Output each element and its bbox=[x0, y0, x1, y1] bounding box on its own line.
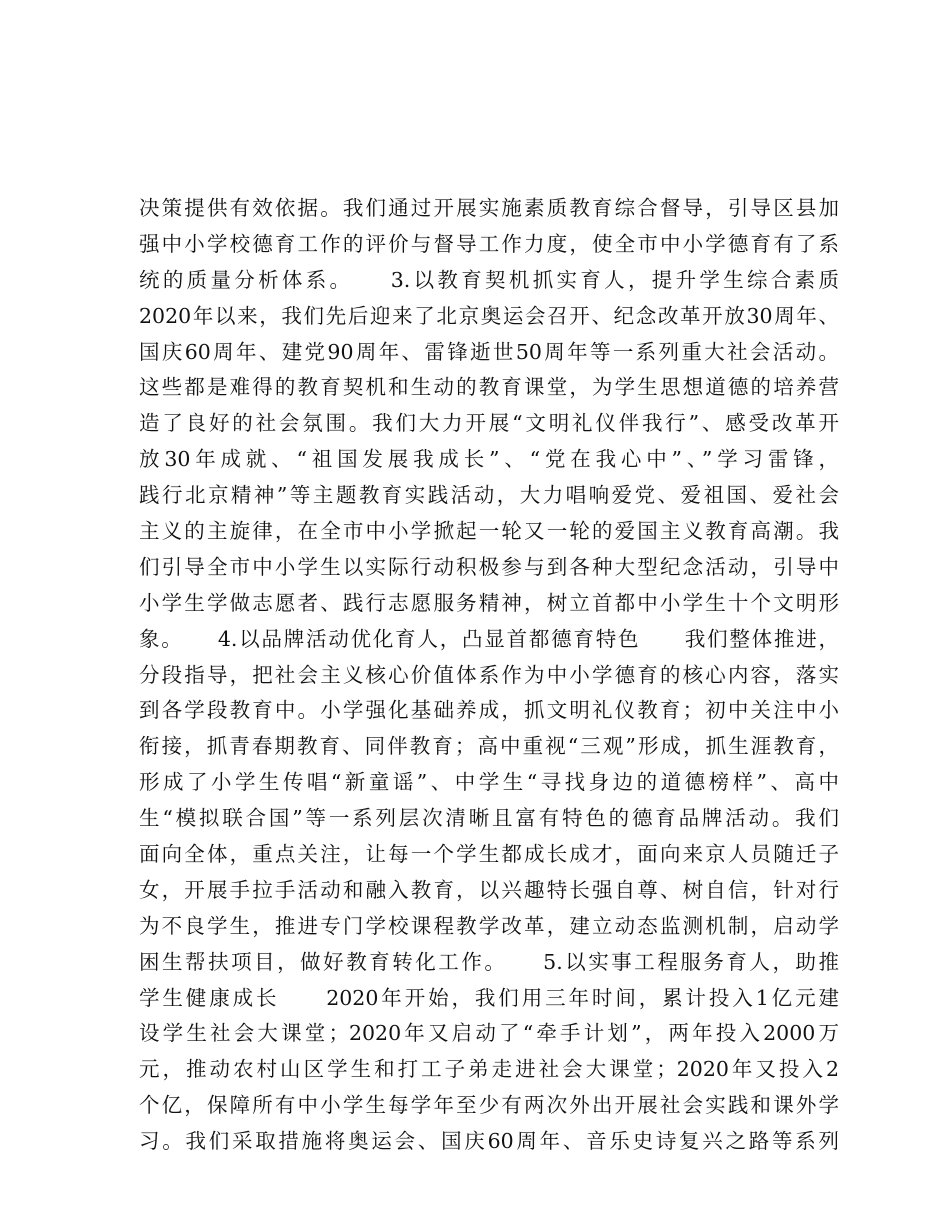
text-line bbox=[139, 765, 839, 801]
text-line bbox=[139, 729, 839, 765]
text-line-content: 分段指导，把社会主义核心价值体系作为中小学德育的核心内容，落实 bbox=[139, 662, 839, 687]
text-line bbox=[139, 873, 839, 909]
text-line bbox=[139, 981, 839, 1017]
text-line-content: 形成了小学生传唱“新童谣”、中学生“寻找身边的道德榜样”、高中 bbox=[139, 770, 839, 795]
text-line bbox=[139, 263, 839, 299]
text-line bbox=[139, 1088, 839, 1124]
text-line-content: 践行北京精神”等主题教育实践活动，大力唱响爱党、爱祖国、爱社会 bbox=[139, 483, 839, 508]
text-line bbox=[139, 837, 839, 873]
text-line-content: 设学生社会大课堂；2020年又启动了“牵手计划”，两年投入2000万 bbox=[139, 1021, 839, 1046]
text-line bbox=[139, 945, 839, 981]
text-line bbox=[139, 227, 839, 263]
text-line bbox=[139, 909, 839, 945]
text-line bbox=[139, 442, 839, 478]
text-line-content: 强中小学校德育工作的评价与督导工作力度，使全市中小学德育有了系 bbox=[139, 231, 839, 256]
text-line bbox=[139, 693, 839, 729]
text-line bbox=[139, 370, 839, 406]
text-line-content: 决策提供有效依据。我们通过开展实施素质教育综合督导，引导区县加 bbox=[139, 196, 839, 220]
text-line-content: 为不良学生，推进专门学校课程教学改革，建立动态监测机制，启动学 bbox=[139, 913, 839, 938]
text-line-content: 衔接，抓青春期教育、同伴教育；高中重视“三观”形成，抓生涯教育， bbox=[139, 734, 839, 759]
text-line-content: 2020年以来，我们先后迎来了北京奥运会召开、纪念改革开放30周年、 bbox=[139, 303, 839, 328]
text-line bbox=[139, 191, 839, 227]
text-line bbox=[139, 1052, 839, 1088]
text-line-content: 学生健康成长 2020年开始，我们用三年时间，累计投入1亿元建 bbox=[139, 985, 839, 1010]
text-line bbox=[139, 299, 839, 335]
text-line bbox=[139, 478, 839, 514]
text-line-content: 到各学段教育中。小学强化基础养成，抓文明礼仪教育；初中关注中小 bbox=[139, 698, 839, 723]
text-line-content: 个亿，保障所有中小学生每学年至少有两次外出开展社会实践和课外学 bbox=[139, 1093, 839, 1118]
text-line-content: 们引导全市中小学生以实际行动积极参与到各种大型纪念活动，引导中 bbox=[139, 554, 839, 579]
text-line-content: 统的质量分析体系。 3.以教育契机抓实育人，提升学生综合素质 bbox=[139, 267, 839, 292]
text-line bbox=[139, 658, 839, 694]
text-line bbox=[139, 335, 839, 371]
text-line bbox=[139, 1016, 839, 1052]
text-line-content: 面向全体，重点关注，让每一个学生都成长成才，面向来京人员随迁子 bbox=[139, 842, 839, 867]
text-line bbox=[139, 1124, 839, 1160]
text-line-content: 象。 4.以品牌活动优化育人，凸显首都德育特色 我们整体推进， bbox=[139, 626, 839, 651]
text-line-content: 生“模拟联合国”等一系列层次清晰且富有特色的德育品牌活动。我们 bbox=[139, 806, 839, 831]
text-line-content: 元，推动农村山区学生和打工子弟走进社会大课堂；2020年又投入2 bbox=[139, 1057, 839, 1082]
text-line-content: 放30年成就、“祖国发展我成长”、“党在我心中”、”学习雷锋， bbox=[139, 447, 839, 472]
text-line-content: 这些都是难得的教育契机和生动的教育课堂，为学生思想道德的培养营 bbox=[139, 375, 839, 400]
text-line bbox=[139, 514, 839, 550]
text-line bbox=[139, 586, 839, 622]
text-line-content: 困生帮扶项目，做好教育转化工作。 5.以实事工程服务育人，助推 bbox=[139, 949, 839, 974]
text-line-content: 造了良好的社会氛围。我们大力开展“文明礼仪伴我行”、感受改革开 bbox=[139, 411, 839, 436]
text-line bbox=[139, 550, 839, 586]
text-line-content: 国庆60周年、建党90周年、雷锋逝世50周年等一系列重大社会活动。 bbox=[139, 339, 839, 364]
body-paragraph bbox=[139, 191, 839, 1160]
text-line bbox=[139, 406, 839, 442]
text-line-content: 小学生学做志愿者、践行志愿服务精神，树立首都中小学生十个文明形 bbox=[139, 590, 839, 615]
text-line bbox=[139, 801, 839, 837]
text-line bbox=[139, 622, 839, 658]
text-line-content: 女，开展手拉手活动和融入教育，以兴趣特长强自尊、树自信，针对行 bbox=[139, 877, 839, 902]
text-line-content: 主义的主旋律，在全市中小学掀起一轮又一轮的爱国主义教育高潮。我 bbox=[139, 519, 839, 544]
text-line-content: 习。我们采取措施将奥运会、国庆60周年、音乐史诗复兴之路等系列 bbox=[139, 1129, 839, 1154]
